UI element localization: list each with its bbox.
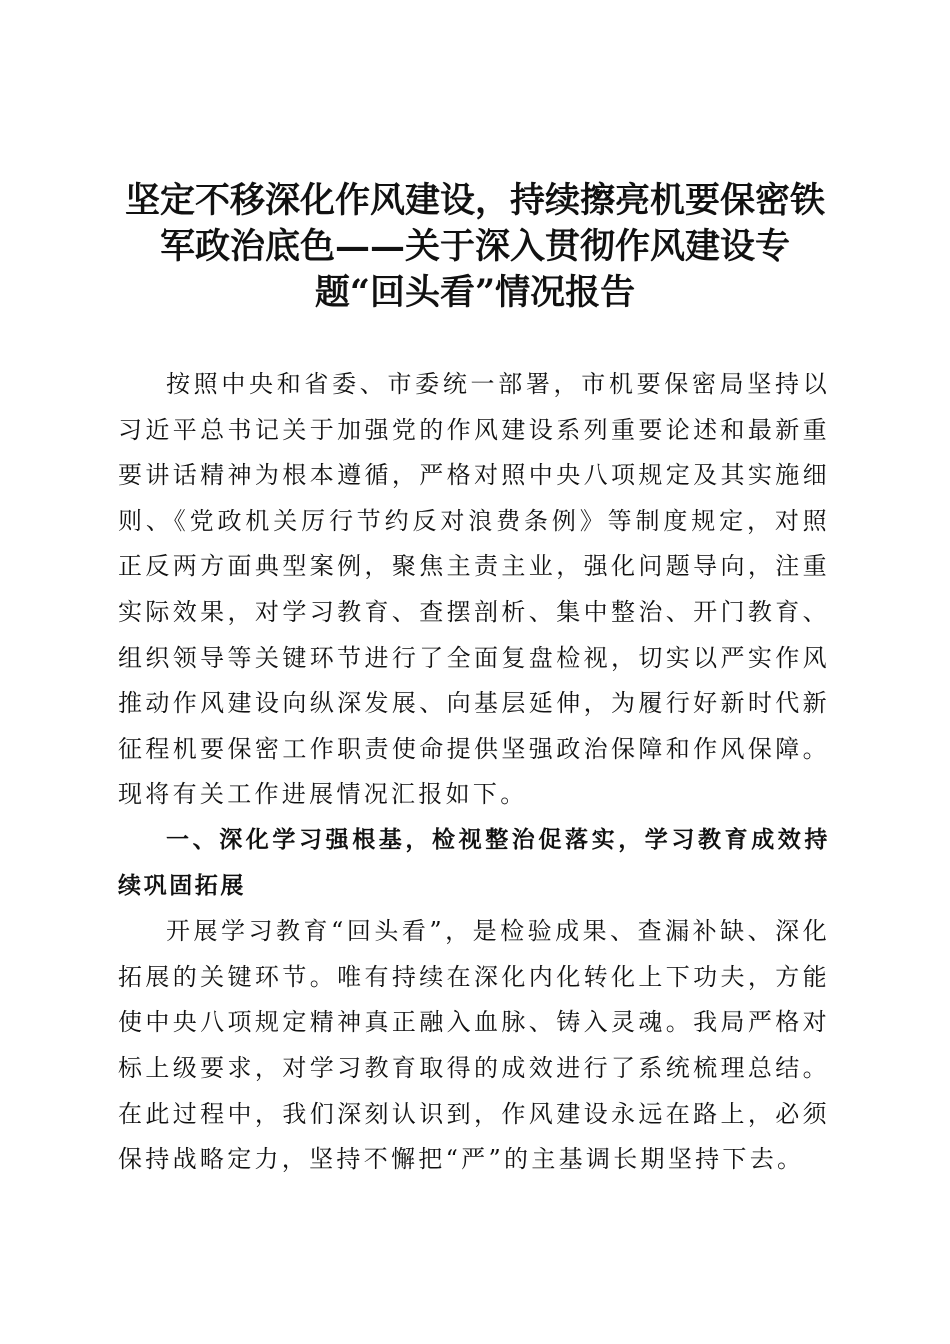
document-body <box>118 362 830 1183</box>
section-1-paragraph: 开展学习教育“回头看”，是检验成果、查漏补缺、深化拓展的关键环节。唯有持续在深化内化转化上下功夫，方能使中央八项规定精神真正融入血脉、铸入灵魂。我局严格对标上级要求，对学习教育取得的成效进行了系统梳理总结。在此过程中，我们深刻认识到，作风建设永远在路上，必须保持战略定力，坚持不懈把“严”的主基调长期坚持下去。 <box>118 917 830 1174</box>
intro-paragraph: 按照中央和省委、市委统一部署，市机要保密局坚持以习近平总书记关于加强党的作风建设系列重要论述和最新重要讲话精神为根本遵循，严格对照中央八项规定及其实施细则、《党政机关厉行节约反对浪费条例》等制度规定，对照正反两方面典型案例，聚焦主责主业，强化问题导向，注重实际效果，对学习教育、查摆剖析、集中整治、开门教育、组织领导等关键环节进行了全面复盘检视，切实以严实作风推动作风建设向纵深发展、向基层延伸，为履行好新时代新征程机要保密工作职责使命提供坚强政治保障和作风保障。现将有关工作进展情况汇报如下。 <box>118 370 830 809</box>
title-line-1: 坚定不移深化作风建设，持续擦亮机要保密铁 <box>124 180 825 221</box>
title-line-3: 题“回头看”情况报告 <box>314 272 636 313</box>
title-line-2: 军政治底色——关于深入贯彻作风建设专 <box>159 226 790 267</box>
document-title <box>100 178 850 316</box>
section-1-heading: 一、深化学习强根基，检视整治促落实，学习教育成效持续巩固拓展 <box>118 826 830 899</box>
